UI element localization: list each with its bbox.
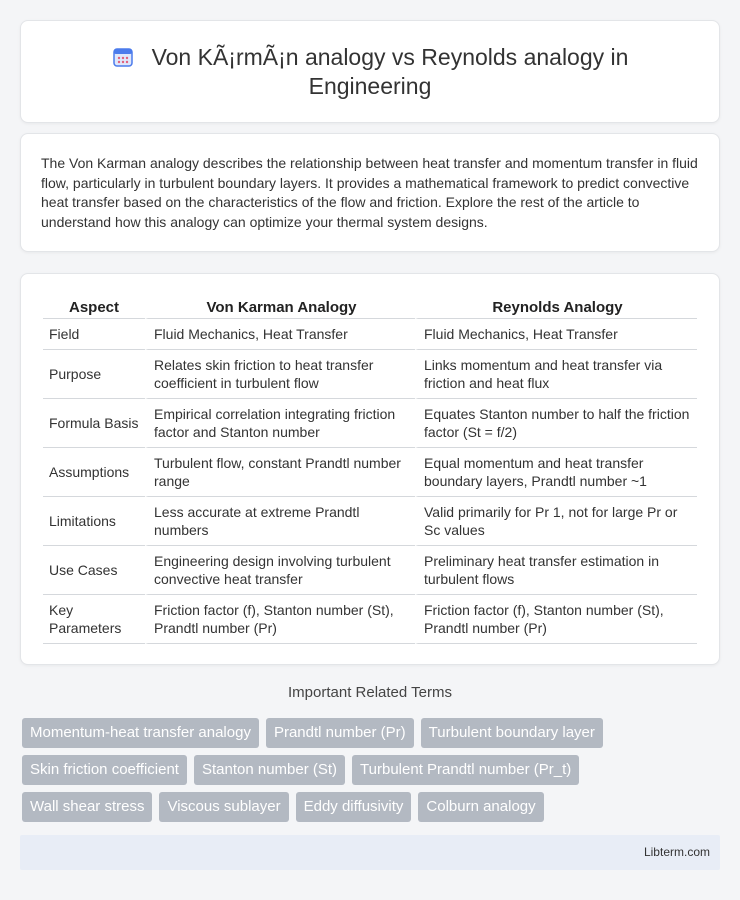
table-cell: Valid primarily for Pr 1, not for large Pr or Sc values: [415, 497, 697, 546]
table-cell: Friction factor (f), Stanton number (St), Prandtl number (Pr): [145, 595, 415, 644]
table-row: [43, 350, 697, 399]
footer: [20, 835, 720, 870]
term-tag[interactable]: Prandtl number (Pr): [266, 718, 414, 748]
table-cell: Turbulent flow, constant Prandtl number range: [145, 448, 415, 497]
column-header: Reynolds Analogy: [415, 294, 697, 319]
table-cell: Assumptions: [43, 448, 145, 497]
table-cell: Relates skin friction to heat transfer coefficient in turbulent flow: [145, 350, 415, 399]
table-cell: Limitations: [43, 497, 145, 546]
term-tag[interactable]: Wall shear stress: [22, 792, 152, 822]
table-row: [43, 399, 697, 448]
calendar-icon: [112, 46, 134, 68]
term-tag[interactable]: Colburn analogy: [418, 792, 543, 822]
table-row: [43, 595, 697, 644]
comparison-table: [43, 294, 697, 644]
table-cell: Engineering design involving turbulent convective heat transfer: [145, 546, 415, 595]
intro-text: The Von Karman analogy describes the relationship between heat transfer and momentum transfer in fluid flow, particularly in turbulent boundary layers. It provides a mathematical framework to predict convective heat transfer based on the characteristics of the flow and friction. Explore the rest of the article to understand how this analogy can optimize your thermal system designs.: [41, 155, 698, 230]
table-cell: Equates Stanton number to half the friction factor (St = f/2): [415, 399, 697, 448]
table-row: [43, 319, 697, 350]
related-terms-title: Important Related Terms: [288, 684, 452, 701]
table-cell: Friction factor (f), Stanton number (St), Prandtl number (Pr): [415, 595, 697, 644]
comparison-card: [20, 273, 720, 665]
table-row: [43, 497, 697, 546]
related-terms-row: [22, 792, 722, 822]
table-row: [43, 546, 697, 595]
table-cell: Key Parameters: [43, 595, 145, 644]
term-tag[interactable]: Momentum-heat transfer analogy: [22, 718, 259, 748]
term-tag[interactable]: Turbulent boundary layer: [421, 718, 603, 748]
related-terms-row: [22, 755, 722, 785]
header-card: [20, 20, 720, 123]
term-tag[interactable]: Stanton number (St): [194, 755, 345, 785]
related-terms-row: [22, 718, 722, 748]
table-cell: Less accurate at extreme Prandtl numbers: [145, 497, 415, 546]
table-cell: Equal momentum and heat transfer boundary layers, Prandtl number ~1: [415, 448, 697, 497]
intro-card: [20, 133, 720, 252]
column-header: Von Karman Analogy: [145, 294, 415, 319]
table-cell: Field: [43, 319, 145, 350]
page-title-text: Von KÃ¡rmÃ¡n analogy vs Reynolds analogy in Engineering: [151, 43, 629, 99]
table-cell: Preliminary heat transfer estimation in turbulent flows: [415, 546, 697, 595]
table-cell: Fluid Mechanics, Heat Transfer: [415, 319, 697, 350]
page-title: [61, 43, 679, 101]
table-cell: Formula Basis: [43, 399, 145, 448]
table-cell: Links momentum and heat transfer via friction and heat flux: [415, 350, 697, 399]
table-cell: Fluid Mechanics, Heat Transfer: [145, 319, 415, 350]
table-cell: Purpose: [43, 350, 145, 399]
term-tag[interactable]: Skin friction coefficient: [22, 755, 187, 785]
related-terms: [22, 718, 722, 829]
table-row: [43, 448, 697, 497]
table-header-row: [43, 294, 697, 319]
table-cell: Empirical correlation integrating friction factor and Stanton number: [145, 399, 415, 448]
term-tag[interactable]: Turbulent Prandtl number (Pr_t): [352, 755, 579, 785]
term-tag[interactable]: Eddy diffusivity: [296, 792, 412, 822]
table-cell: Use Cases: [43, 546, 145, 595]
column-header: Aspect: [43, 294, 145, 319]
footer-brand-link[interactable]: Libterm.com: [643, 845, 710, 859]
term-tag[interactable]: Viscous sublayer: [159, 792, 288, 822]
